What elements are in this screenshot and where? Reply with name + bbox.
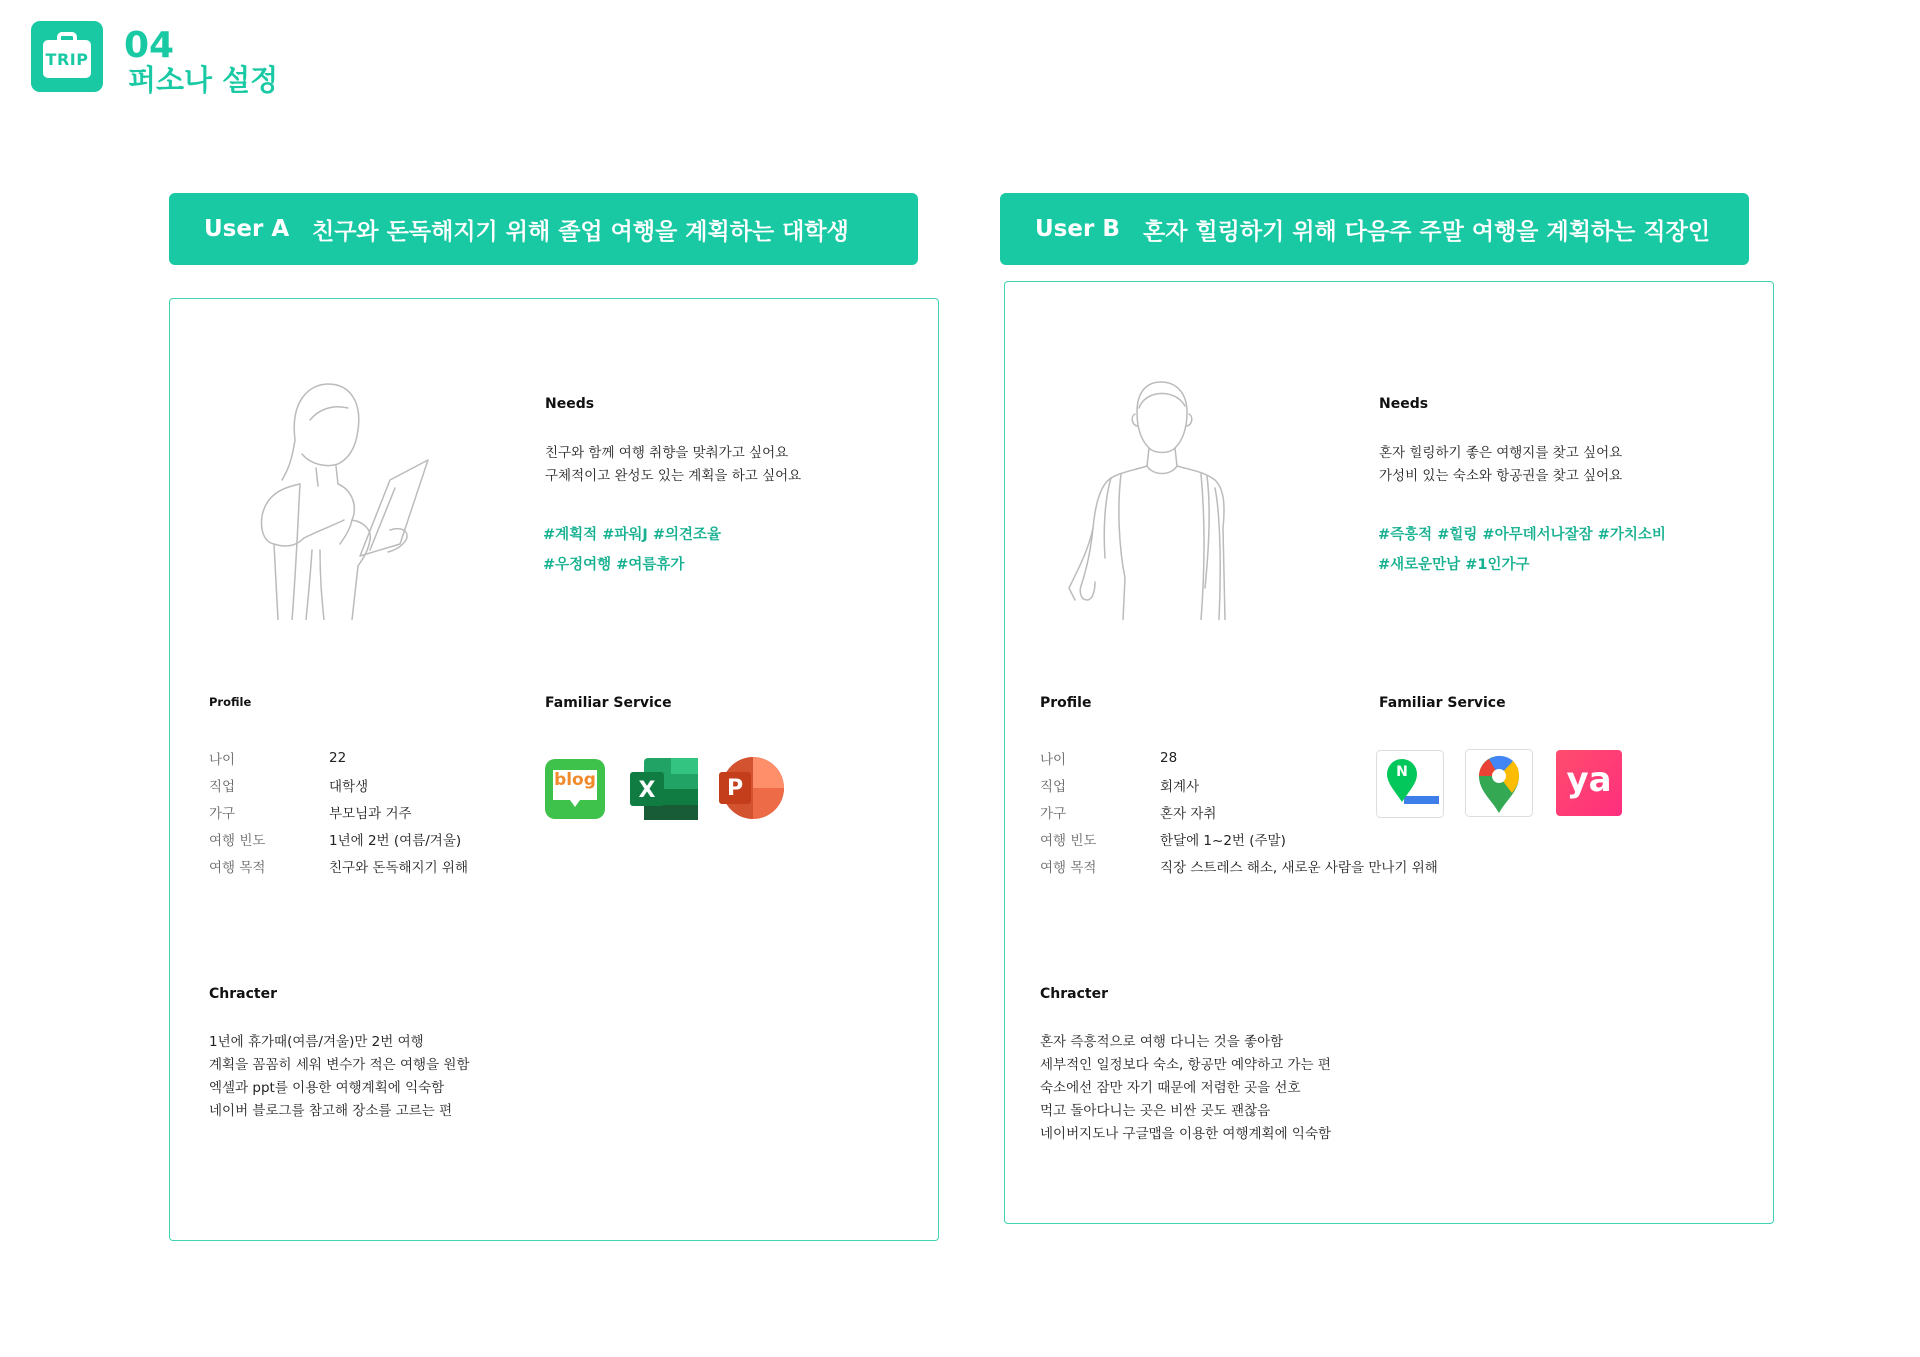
logo-text: TRIP: [43, 40, 91, 78]
persona-b-profile-label: Profile: [1040, 695, 1092, 711]
persona-a-user: User A: [204, 216, 290, 242]
persona-a-banner: [169, 193, 918, 265]
excel-icon: [630, 758, 692, 820]
profile-row: [1040, 852, 1438, 879]
profile-value: 회계사: [1160, 778, 1200, 795]
profile-key: 나이: [1040, 751, 1067, 768]
hashtag-line: #우정여행 #여름휴가: [543, 557, 685, 573]
character-line: 계획을 꼼꼼히 세워 변수가 적은 여행을 원함: [209, 1057, 470, 1073]
naver-map-icon-text: N: [1396, 764, 1408, 780]
persona-b-character-label: Chracter: [1040, 986, 1108, 1002]
powerpoint-icon: [719, 756, 781, 818]
persona-a-service-label: Familiar Service: [545, 695, 672, 711]
profile-key: 가구: [209, 805, 236, 822]
character-line: 네이버지도나 구글맵을 이용한 여행계획에 익숙함: [1040, 1126, 1332, 1142]
profile-key: 직업: [209, 778, 236, 795]
profile-key: 여행 빈도: [209, 832, 266, 849]
hashtag-line: #새로운만남 #1인가구: [1378, 557, 1530, 573]
character-line: 먹고 돌아다니는 곳은 비싼 곳도 괜찮음: [1040, 1103, 1271, 1119]
persona-a-character-label: Chracter: [209, 986, 277, 1002]
persona-b-headline: 혼자 힐링하기 위해 다음주 주말 여행을 계획하는 직장인: [1143, 218, 1711, 245]
profile-row: [209, 852, 468, 879]
profile-key: 여행 목적: [1040, 859, 1097, 876]
persona-b-service-label: Familiar Service: [1379, 695, 1506, 711]
profile-value: 대학생: [329, 778, 369, 795]
profile-key: 가구: [1040, 805, 1067, 822]
profile-value: 직장 스트레스 해소, 새로운 사람을 만나기 위해: [1160, 859, 1438, 876]
character-line: 엑셀과 ppt를 이용한 여행계획에 익숙함: [209, 1080, 445, 1096]
profile-value: 1년에 2번 (여름/겨울): [329, 832, 462, 849]
section-number: 04: [124, 25, 175, 66]
profile-value: 혼자 자취: [1160, 805, 1217, 822]
profile-key: 직업: [1040, 778, 1067, 795]
yanolja-icon: [1556, 750, 1622, 816]
profile-row: [209, 744, 468, 771]
persona-b-tags: [1378, 520, 1666, 580]
profile-row: [209, 771, 468, 798]
naver-map-icon: [1376, 750, 1444, 818]
character-line: 숙소에선 잠만 자기 때문에 저렴한 곳을 선호: [1040, 1080, 1301, 1096]
profile-row: [209, 825, 468, 852]
needs-line: 친구와 함께 여행 취향을 맞춰가고 싶어요: [545, 445, 789, 461]
hashtag-line: #즉흥적 #힐링 #아무데서나잘잠 #가치소비: [1378, 527, 1666, 543]
persona-a-headline: 친구와 돈독해지기 위해 졸업 여행을 계획하는 대학생: [312, 218, 849, 245]
google-maps-icon: [1465, 749, 1533, 817]
section-title: 퍼소나 설정: [128, 63, 279, 97]
profile-value: 부모님과 거주: [329, 805, 412, 822]
excel-icon-text: X: [638, 778, 656, 803]
needs-line: 가성비 있는 숙소와 항공권을 찾고 싶어요: [1379, 468, 1623, 484]
profile-row: [1040, 825, 1438, 852]
character-line: 1년에 휴가때(여름/겨울)만 2번 여행: [209, 1034, 424, 1050]
profile-value: 한달에 1~2번 (주말): [1160, 832, 1286, 849]
persona-a-needs-label: Needs: [545, 396, 595, 412]
woman-reading-illustration: [240, 380, 440, 620]
persona-a-tags: [543, 520, 721, 580]
profile-key: 여행 목적: [209, 859, 266, 876]
needs-line: 구체적이고 완성도 있는 계획을 하고 싶어요: [545, 468, 802, 484]
yanolja-icon-text: ya: [1566, 760, 1612, 800]
naver-blog-icon: [544, 758, 606, 820]
needs-line: 혼자 힐링하기 좋은 여행지를 찾고 싶어요: [1379, 445, 1623, 461]
profile-key: 나이: [209, 751, 236, 768]
persona-b-user: User B: [1035, 216, 1120, 242]
blog-icon-text: blog: [554, 770, 596, 790]
persona-a-profile-table: [209, 744, 468, 879]
powerpoint-icon-text: P: [726, 776, 744, 801]
character-line: 혼자 즉흥적으로 여행 다니는 것을 좋아함: [1040, 1034, 1284, 1050]
character-line: 세부적인 일정보다 숙소, 항공만 예약하고 가는 편: [1040, 1057, 1331, 1073]
man-with-backpack-illustration: [1065, 378, 1265, 620]
profile-value: 친구와 돈독해지기 위해: [329, 859, 468, 876]
trip-logo: [31, 21, 103, 92]
profile-value: 22: [329, 749, 347, 766]
persona-a-character: [209, 1031, 470, 1123]
profile-row: [209, 798, 468, 825]
profile-value: 28: [1160, 749, 1178, 766]
persona-b-needs: [1379, 442, 1622, 488]
persona-b-character: [1040, 1031, 1331, 1146]
persona-a-needs: [545, 442, 801, 488]
profile-key: 여행 빈도: [1040, 832, 1097, 849]
hashtag-line: #계획적 #파워J #의견조율: [543, 527, 722, 543]
persona-a-profile-label: Profile: [209, 695, 252, 709]
character-line: 네이버 블로그를 참고해 장소를 고르는 편: [209, 1103, 453, 1119]
persona-b-needs-label: Needs: [1379, 396, 1429, 412]
persona-b-banner: [1000, 193, 1749, 265]
